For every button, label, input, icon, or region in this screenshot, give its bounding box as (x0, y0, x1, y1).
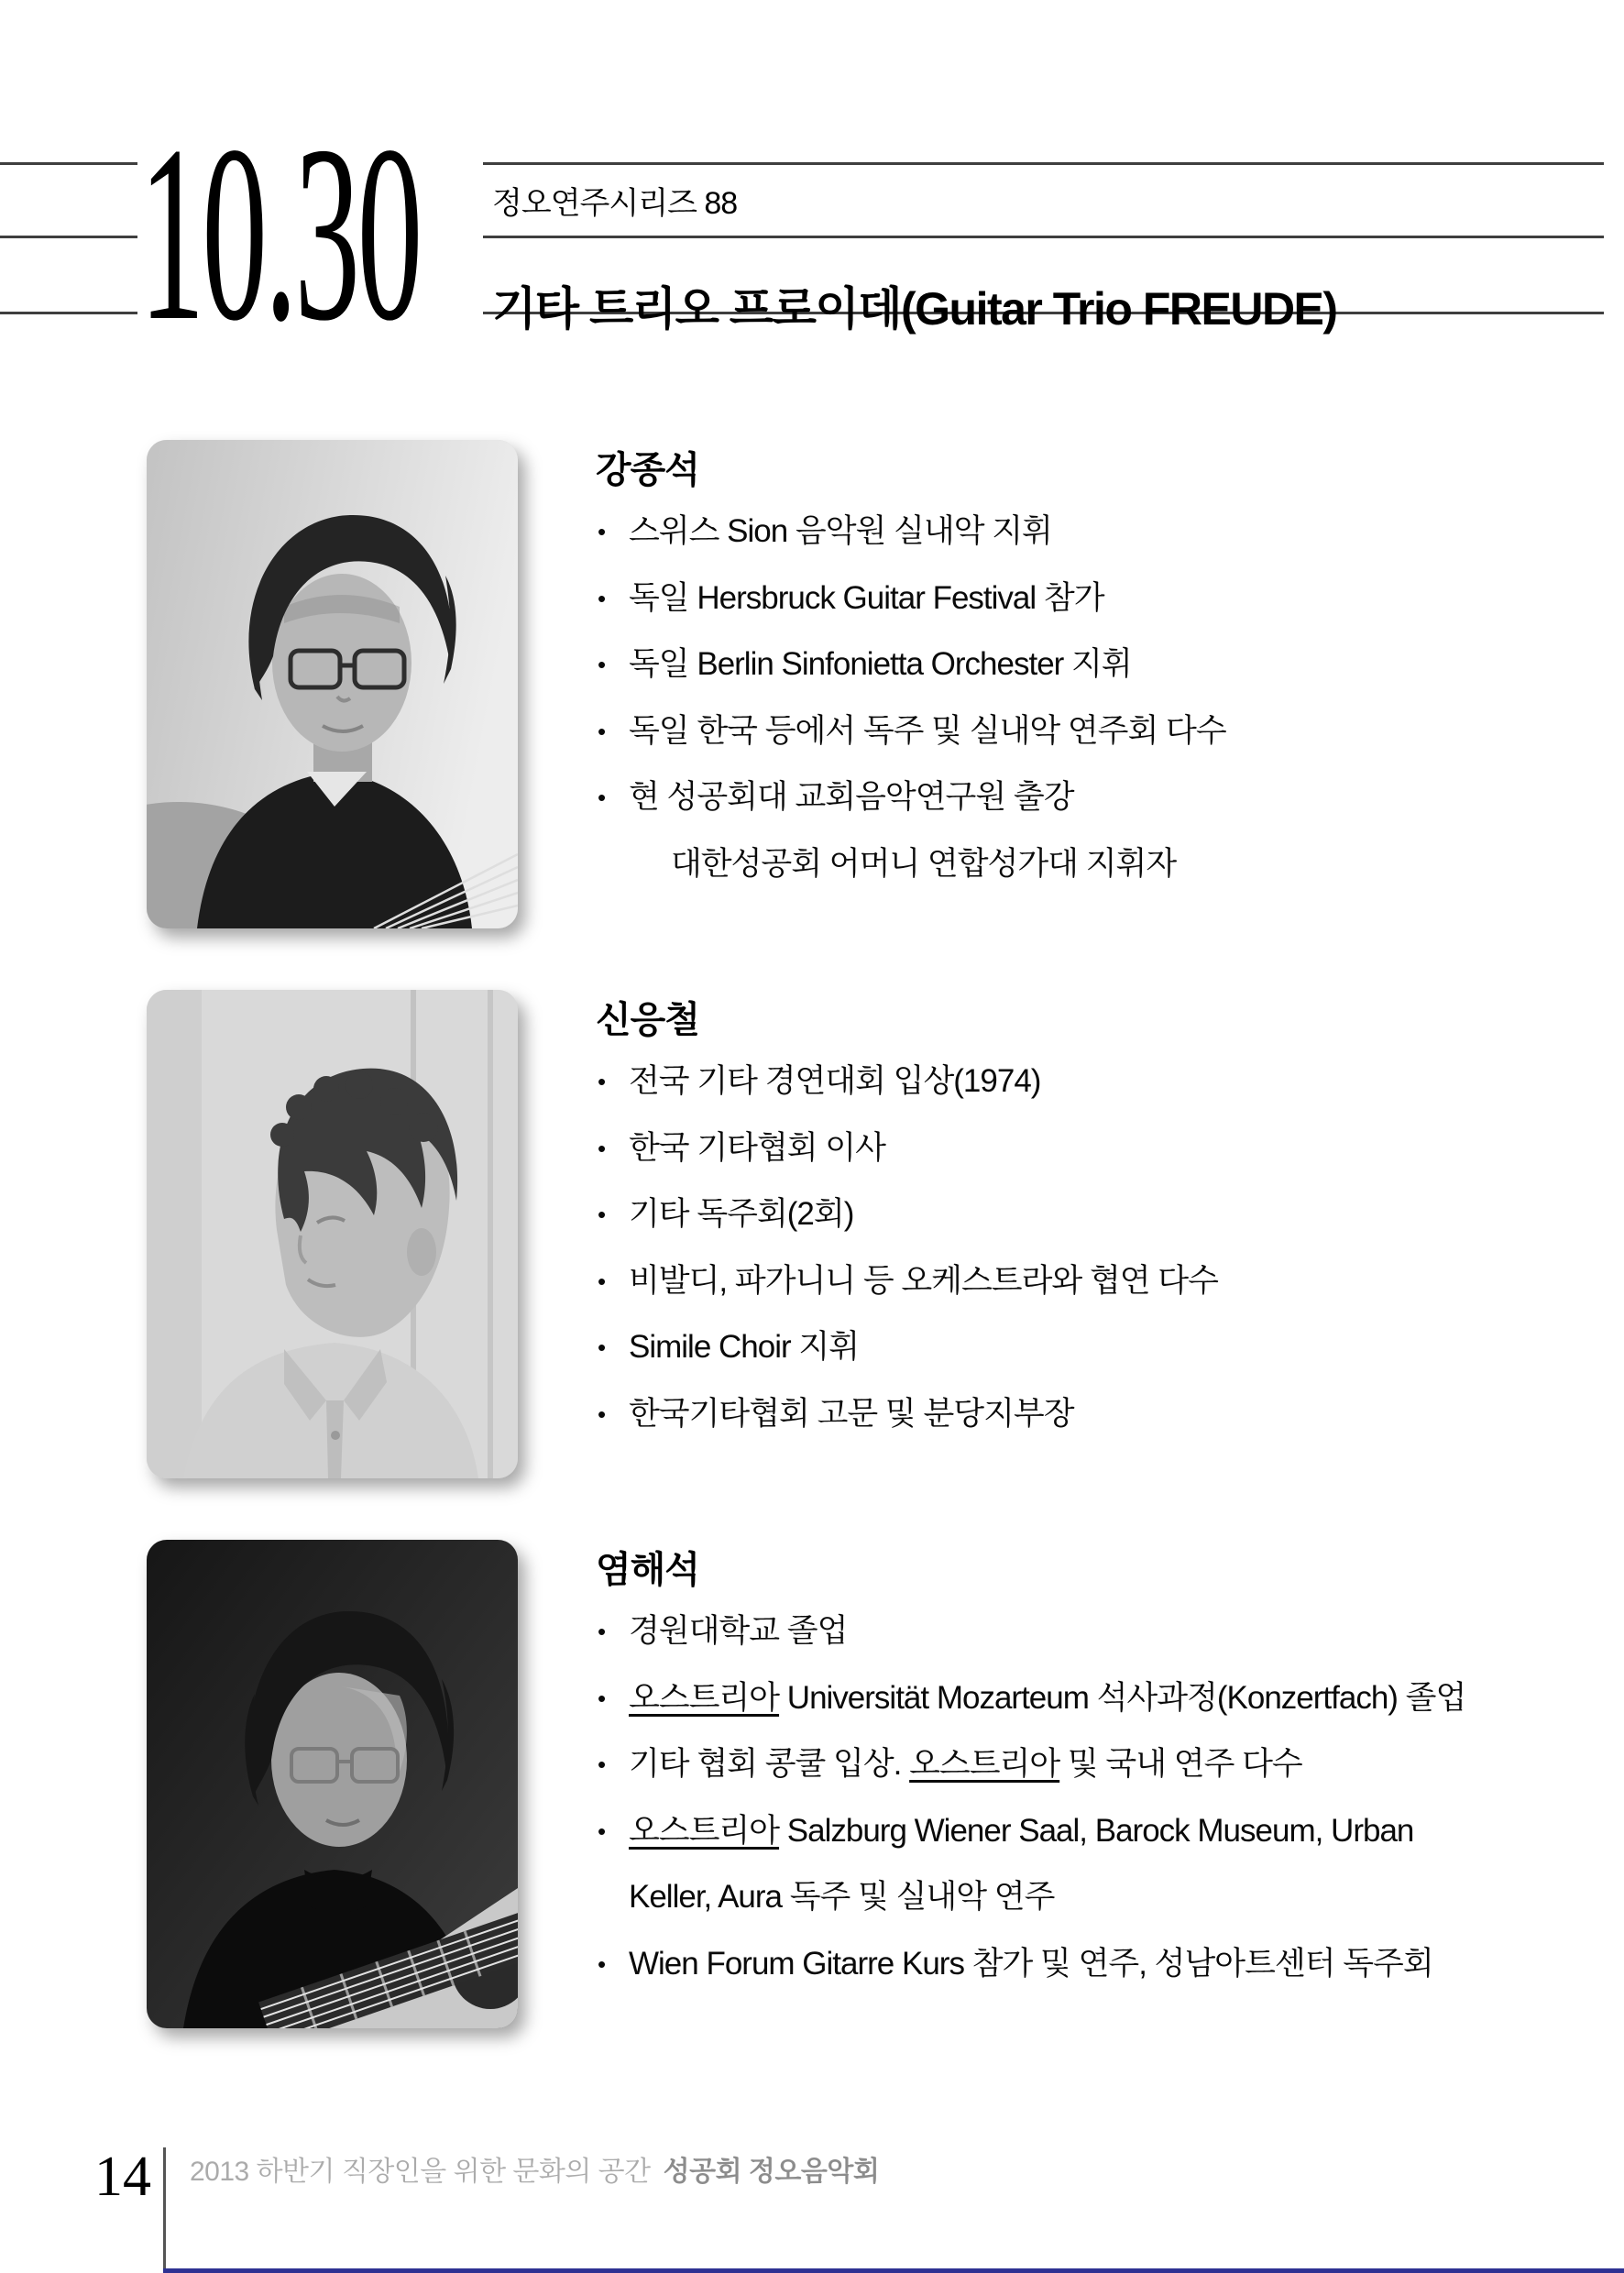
bullet-icon: • (598, 784, 606, 811)
concert-title: 기타 트리오 프로이데(Guitar Trio FREUDE) (492, 283, 1337, 335)
bio-line (596, 1598, 1465, 1665)
bio-text: 독일 한국 등에서 독주 및 실내악 연주회 다수 (629, 712, 1226, 749)
bio-text: Keller, Aura 독주 및 실내악 연주 (629, 1879, 1055, 1915)
bottom-accent-line (163, 2268, 1624, 2273)
bio-line (596, 631, 1226, 698)
series-label: 정오연주시리즈 88 (492, 185, 738, 221)
bullet-icon: • (598, 1618, 606, 1645)
footer-brand: 성공회 정오음악회 (663, 2157, 880, 2187)
footer-divider (163, 2147, 166, 2273)
bio-text: Salzburg Wiener Saal, Barock Museum, Urban (779, 1812, 1414, 1849)
bio-block-2 (596, 992, 1218, 1447)
bio-line (596, 1248, 1218, 1315)
bullet-icon: • (598, 584, 606, 612)
bullet-icon: • (598, 1684, 606, 1712)
footer-text (190, 2153, 879, 2191)
bullet-icon: • (598, 1949, 606, 1978)
bio-line (596, 1931, 1465, 1998)
profile-name: 강종석 (596, 450, 699, 490)
bullet-icon: • (598, 518, 606, 545)
bullet-icon: • (598, 1068, 606, 1095)
bullet-icon: • (598, 1267, 606, 1295)
underlined-text: 오스트리아 (909, 1746, 1060, 1782)
bio-line (596, 1864, 1465, 1931)
profile-section-1 (0, 440, 1624, 928)
portrait-man-with-classical-guitar-illustration (147, 1540, 518, 2028)
page-number: 14 (94, 2146, 151, 2208)
bio-block-3 (596, 1542, 1465, 1997)
concert-date: 10.30 (139, 94, 421, 373)
bio-line (596, 1665, 1465, 1732)
bio-line (596, 1049, 1218, 1115)
header-rule-left-2 (0, 236, 137, 238)
bio-text: 현 성공회대 교회음악연구원 출강 (629, 779, 1074, 815)
bio-text: 비발디, 파가니니 등 오케스트라와 협연 다수 (629, 1262, 1218, 1299)
bio-text: 대한성공회 어머니 연합성가대 지휘자 (671, 845, 1177, 882)
bio-line (596, 1731, 1465, 1798)
bio-text: 및 국내 연주 다수 (1059, 1746, 1302, 1782)
bio-text: Simile Choir 지휘 (629, 1329, 859, 1365)
profile-section-2 (0, 990, 1624, 1478)
bullet-icon: • (598, 1134, 606, 1162)
profile-photo-2 (147, 990, 518, 1478)
bio-text: 한국기타협회 고문 및 분당지부장 (629, 1395, 1074, 1432)
bullet-icon: • (598, 1751, 606, 1778)
portrait-man-with-guitar-illustration (147, 440, 518, 928)
bio-list (596, 1598, 1465, 1997)
header-rule-left-3 (0, 312, 137, 314)
bio-block-1 (596, 442, 1226, 897)
profile-name: 염해석 (596, 1550, 699, 1590)
bio-list (596, 499, 1226, 897)
underlined-text: 오스트리아 (629, 1812, 780, 1849)
bullet-icon: • (598, 717, 606, 745)
profile-photo-1 (147, 440, 518, 928)
bullet-icon: • (598, 1400, 606, 1428)
bio-line (596, 1181, 1218, 1248)
bio-text: 기타 협회 콩쿨 입상. (629, 1746, 910, 1782)
bio-text: 스위스 Sion 음악원 실내악 지휘 (629, 513, 1052, 549)
bio-line (596, 1314, 1218, 1381)
bio-text: Universität Mozarteum 석사과정(Konzertfach) 졸업 (779, 1679, 1466, 1716)
bio-list (596, 1049, 1218, 1447)
bio-line (596, 566, 1226, 632)
header-rule-left-1 (0, 162, 137, 165)
bio-text: 전국 기타 경연대회 입상(1974) (629, 1063, 1041, 1099)
bio-line (596, 764, 1226, 831)
bio-line (596, 698, 1226, 765)
bio-text: 한국 기타협회 이사 (629, 1129, 885, 1166)
bullet-icon: • (598, 1334, 606, 1361)
portrait-man-side-profile-illustration (147, 990, 518, 1478)
bio-text: 독일 Berlin Sinfonietta Orchester 지휘 (629, 646, 1132, 682)
bio-line (596, 499, 1226, 566)
bio-text: 경원대학교 졸업 (629, 1613, 848, 1649)
profile-section-3 (0, 1540, 1624, 2028)
bullet-icon: • (598, 651, 606, 678)
footer-tagline: 2013 하반기 직장인을 위한 문화의 공간 (190, 2157, 651, 2187)
profile-photo-3 (147, 1540, 518, 2028)
bio-text: 독일 Hersbruck Guitar Festival 참가 (629, 579, 1104, 616)
bullet-icon: • (598, 1201, 606, 1228)
bio-line (596, 831, 1226, 898)
underlined-text: 오스트리아 (629, 1679, 780, 1716)
profile-name: 신응철 (596, 1000, 699, 1040)
bullet-icon: • (598, 1817, 606, 1845)
bio-text: Wien Forum Gitarre Kurs 참가 및 연주, 성남아트센터 독주회 (629, 1945, 1433, 1982)
bio-text: 기타 독주회(2회) (629, 1196, 854, 1232)
bio-line (596, 1115, 1218, 1182)
bio-line (596, 1381, 1218, 1448)
bio-line (596, 1798, 1465, 1865)
